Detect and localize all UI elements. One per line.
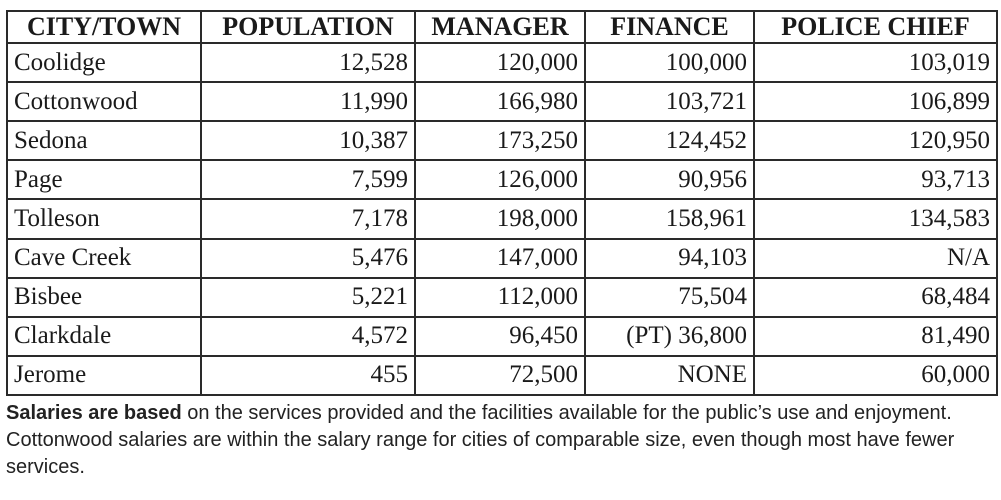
cell-finance: (PT) 36,800: [585, 317, 754, 356]
cell-police-chief: 68,484: [754, 278, 997, 317]
header-finance: FINANCE: [585, 11, 754, 43]
cell-population: 455: [201, 356, 415, 395]
footnote-body: on the services provided and the facilities available for the public’s use and enjoyment. Cottonwood salaries are within the salary range for cities of comparable size, even though most have fewer services.: [6, 402, 955, 478]
cell-police-chief: 134,583: [754, 199, 997, 238]
cell-manager: 198,000: [415, 199, 585, 238]
cell-manager: 112,000: [415, 278, 585, 317]
cell-finance: 124,452: [585, 121, 754, 160]
table-row: [7, 356, 997, 395]
cell-finance: 103,721: [585, 82, 754, 121]
header-city-town: CITY/TOWN: [7, 11, 201, 43]
table-row: [7, 121, 997, 160]
table-body: [7, 43, 997, 395]
cell-finance: 90,956: [585, 160, 754, 199]
cell-manager: 126,000: [415, 160, 585, 199]
cell-manager: 96,450: [415, 317, 585, 356]
header-police-chief: POLICE CHIEF: [754, 11, 997, 43]
cell-population: 12,528: [201, 43, 415, 82]
cell-city: Bisbee: [7, 278, 201, 317]
cell-population: 5,221: [201, 278, 415, 317]
cell-city: Cave Creek: [7, 239, 201, 278]
cell-manager: 120,000: [415, 43, 585, 82]
table-row: [7, 160, 997, 199]
cell-population: 5,476: [201, 239, 415, 278]
cell-population: 11,990: [201, 82, 415, 121]
cell-population: 10,387: [201, 121, 415, 160]
cell-manager: 72,500: [415, 356, 585, 395]
cell-finance: 158,961: [585, 199, 754, 238]
salary-table: [6, 10, 998, 396]
cell-city: Jerome: [7, 356, 201, 395]
table-row: [7, 317, 997, 356]
cell-police-chief: 120,950: [754, 121, 997, 160]
cell-finance: NONE: [585, 356, 754, 395]
cell-city: Clarkdale: [7, 317, 201, 356]
table-row: [7, 43, 997, 82]
cell-population: 7,599: [201, 160, 415, 199]
cell-city: Coolidge: [7, 43, 201, 82]
table-row: [7, 82, 997, 121]
footnote-lead: Salaries are based: [6, 402, 182, 424]
cell-finance: 100,000: [585, 43, 754, 82]
cell-manager: 147,000: [415, 239, 585, 278]
header-manager: MANAGER: [415, 11, 585, 43]
cell-city: Cottonwood: [7, 82, 201, 121]
cell-police-chief: 106,899: [754, 82, 997, 121]
cell-police-chief: 60,000: [754, 356, 997, 395]
cell-finance: 75,504: [585, 278, 754, 317]
cell-police-chief: N/A: [754, 239, 997, 278]
cell-police-chief: 81,490: [754, 317, 997, 356]
cell-population: 4,572: [201, 317, 415, 356]
table-row: [7, 199, 997, 238]
cell-finance: 94,103: [585, 239, 754, 278]
cell-manager: 166,980: [415, 82, 585, 121]
table-header-row: [7, 11, 997, 43]
cell-police-chief: 103,019: [754, 43, 997, 82]
cell-police-chief: 93,713: [754, 160, 997, 199]
footnote: [6, 400, 1000, 481]
cell-manager: 173,250: [415, 121, 585, 160]
cell-city: Tolleson: [7, 199, 201, 238]
header-population: POPULATION: [201, 11, 415, 43]
cell-city: Page: [7, 160, 201, 199]
cell-city: Sedona: [7, 121, 201, 160]
table-row: [7, 239, 997, 278]
table-row: [7, 278, 997, 317]
cell-population: 7,178: [201, 199, 415, 238]
